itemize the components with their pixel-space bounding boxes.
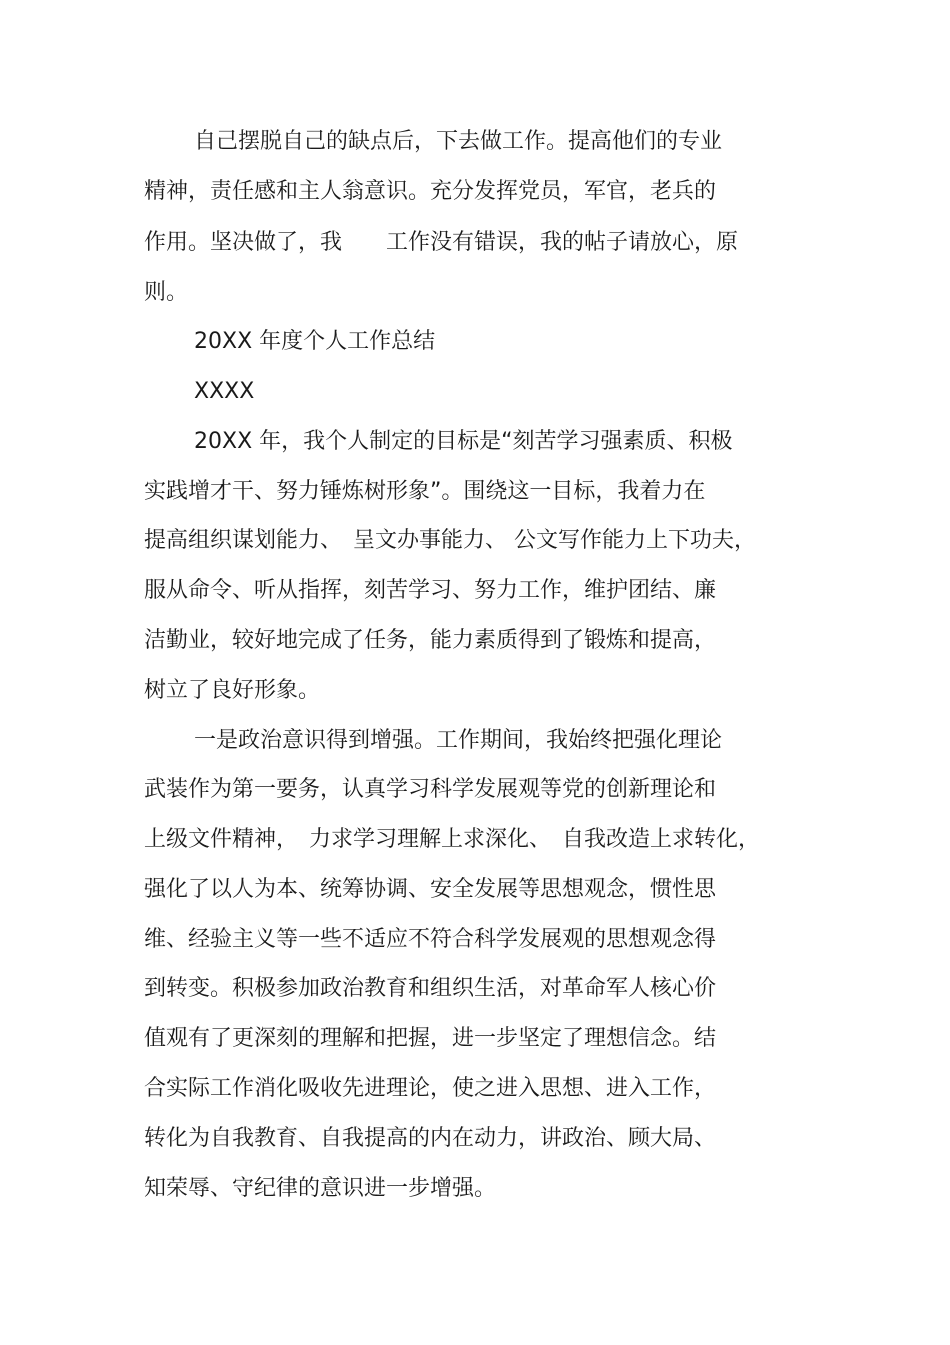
- author-name: XXXX: [194, 379, 255, 404]
- paragraph-line: 作用。坚决做了，我 工作没有错误，我的帖子请放心，原: [144, 230, 739, 255]
- paragraph-line: 知荣辱、守纪律的意识进一步增强。: [144, 1176, 497, 1201]
- paragraph-line: 到转变。积极参加政治教育和组织生活，对革命军人核心价: [144, 976, 717, 1001]
- paragraph-line: 自己摆脱自己的缺点后，下去做工作。提高他们的专业: [194, 129, 723, 154]
- paragraph-line: 服从命令、听从指挥，刻苦学习、努力工作，维护团结、廉: [144, 578, 717, 603]
- paragraph-line: 树立了良好形象。: [144, 678, 321, 703]
- paragraph-line: 转化为自我教育、自我提高的内在动力，讲政治、顾大局、: [144, 1126, 717, 1151]
- paragraph-line: 精神，责任感和主人翁意识。充分发挥党员，军官，老兵的: [144, 179, 717, 204]
- paragraph-line: 实践增才干、努力锤炼树形象”。围绕这一目标，我着力在: [144, 479, 706, 504]
- paragraph-line: 洁勤业，较好地完成了任务，能力素质得到了锻炼和提高，: [144, 628, 717, 653]
- paragraph-line: 上级文件精神， 力求学习理解上求深化、 自我改造上求转化，: [144, 827, 761, 852]
- paragraph-line: 一是政治意识得到增强。工作期间，我始终把强化理论: [194, 728, 723, 753]
- paragraph-line: 20XX 年，我个人制定的目标是“刻苦学习强素质、积极: [194, 429, 733, 454]
- paragraph-line: 合实际工作消化吸收先进理论，使之进入思想、进入工作，: [144, 1076, 717, 1101]
- section-title: 20XX 年度个人工作总结: [194, 329, 436, 354]
- paragraph-line: 武装作为第一要务，认真学习科学发展观等党的创新理论和: [144, 777, 717, 802]
- paragraph-line: 强化了以人为本、统筹协调、安全发展等思想观念，惯性思: [144, 877, 717, 902]
- paragraph-line: 维、经验主义等一些不适应不符合科学发展观的思想观念得: [144, 927, 717, 952]
- paragraph-line: 提高组织谋划能力、 呈文办事能力、 公文写作能力上下功夫，: [144, 528, 756, 553]
- paragraph-line: 值观有了更深刻的理解和把握，进一步坚定了理想信念。结: [144, 1026, 717, 1051]
- paragraph-line: 则。: [144, 280, 189, 305]
